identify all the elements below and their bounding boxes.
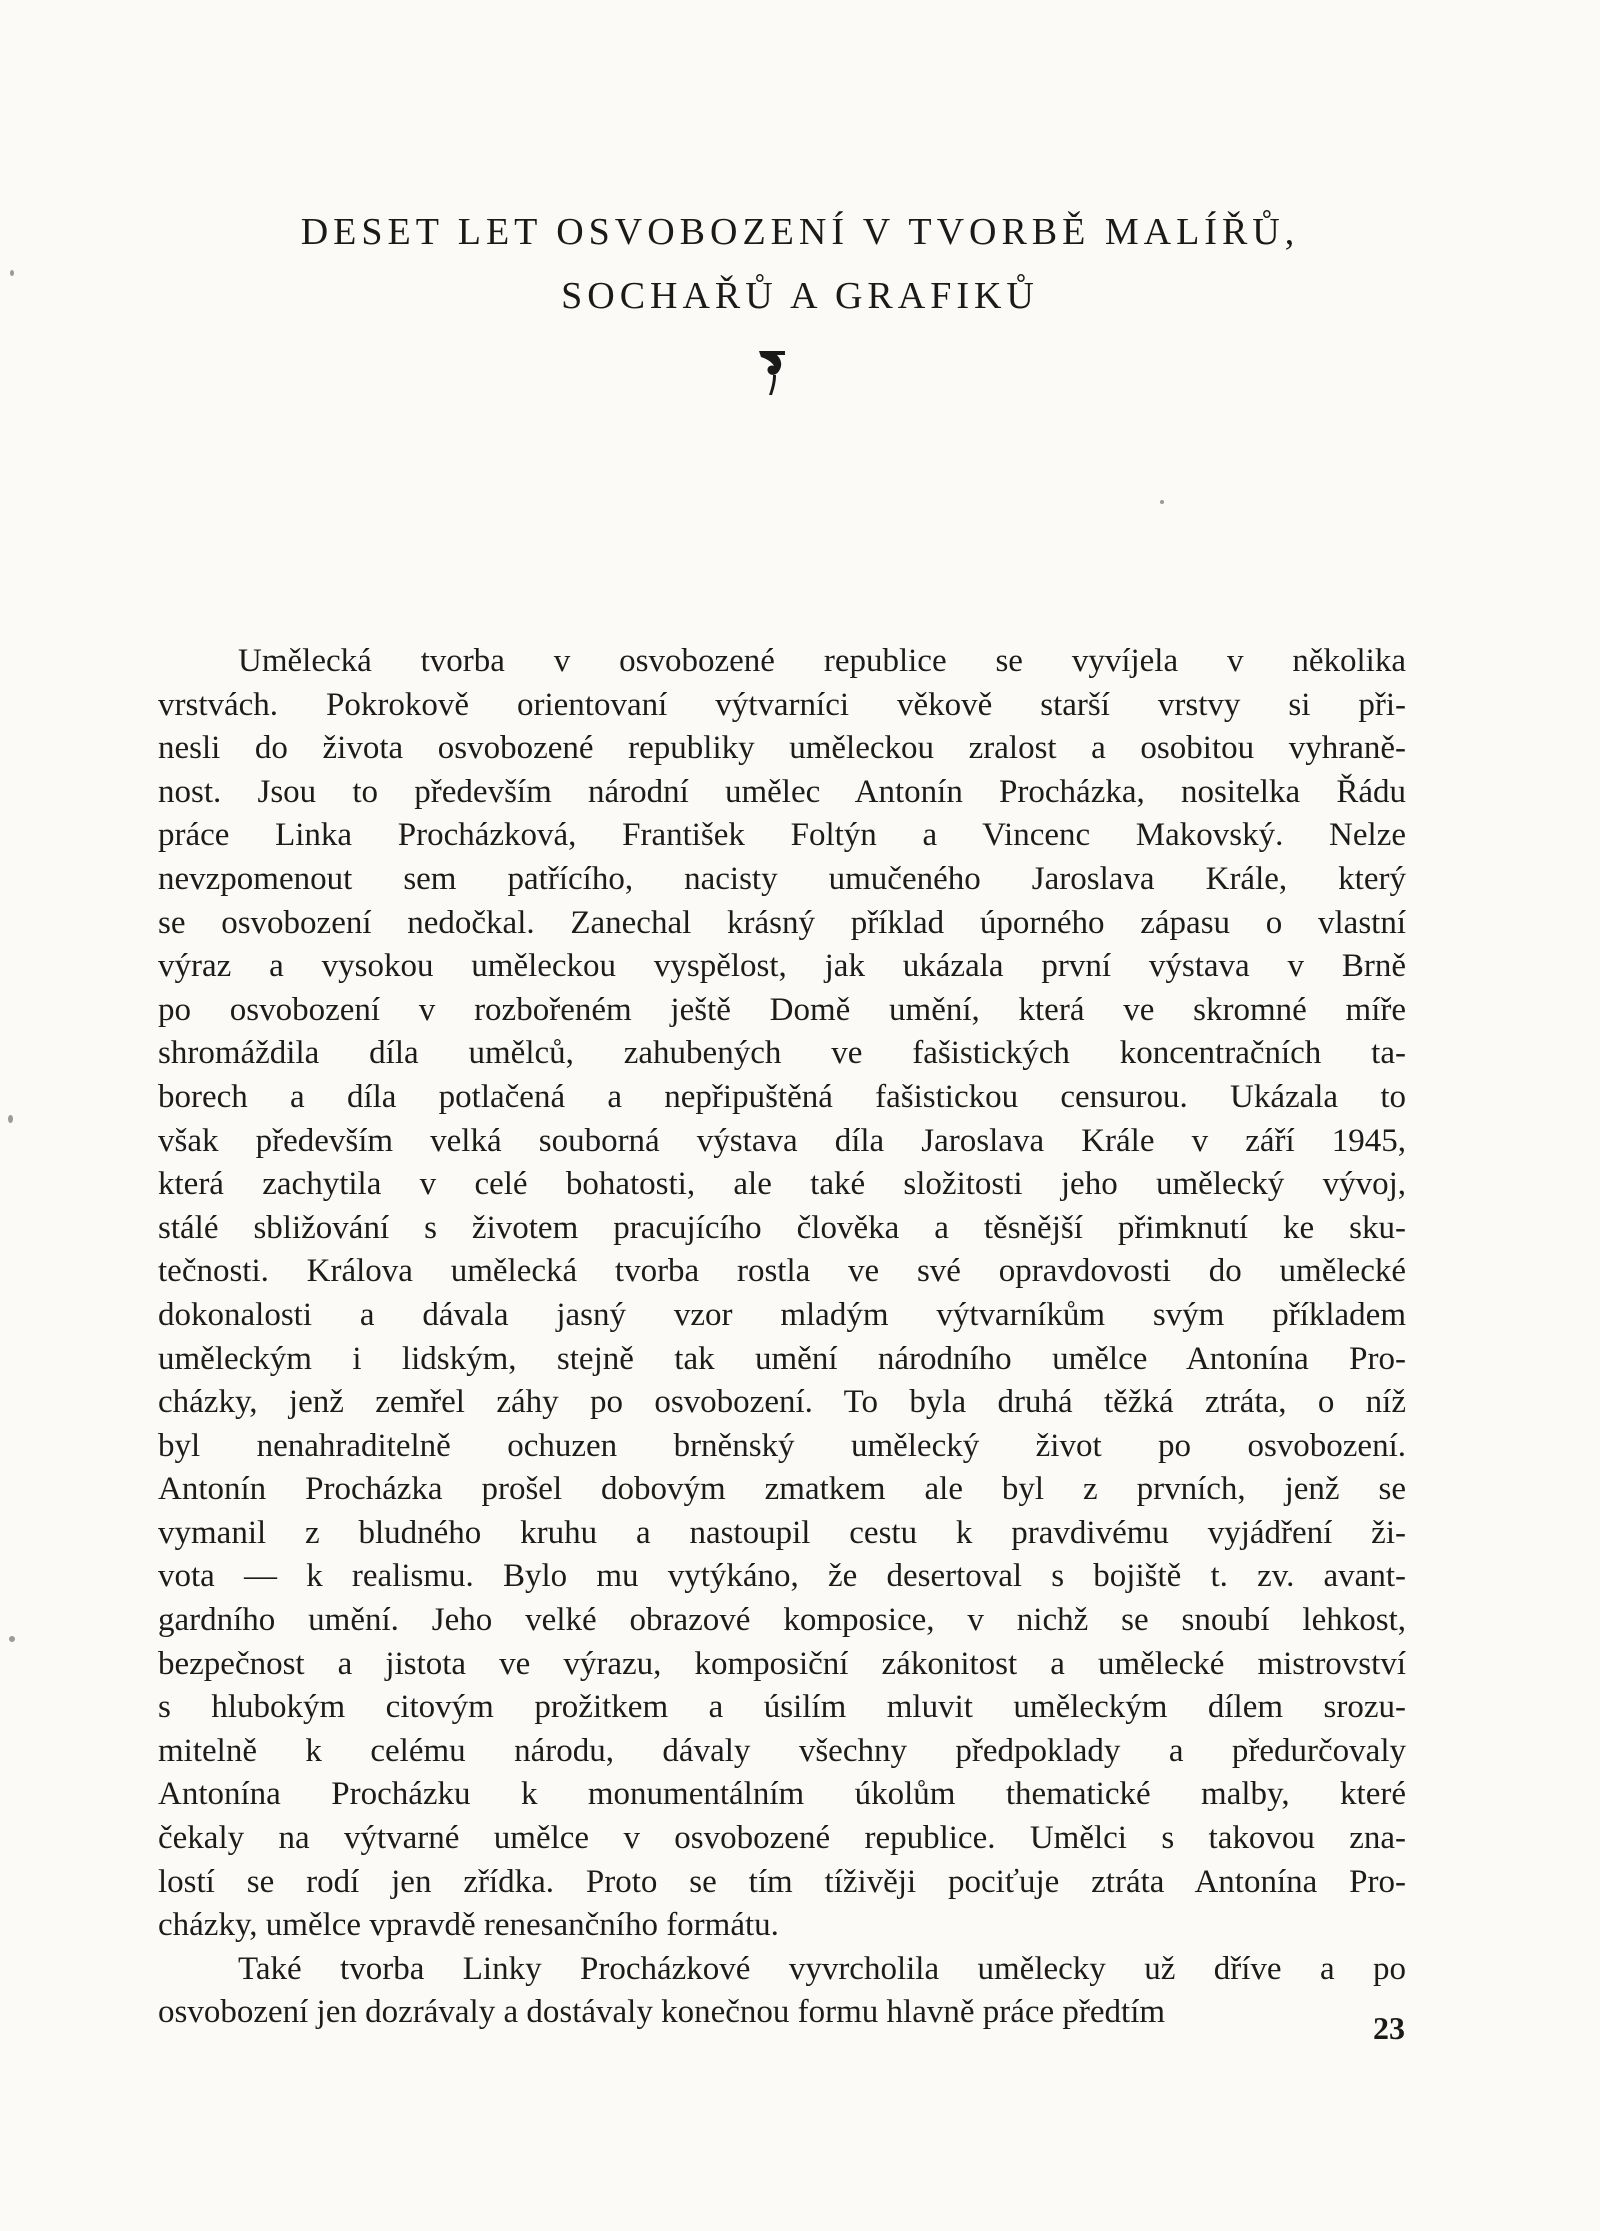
- text-line: po osvobození v rozbořeném ještě Domě umění, která ve skromné míře: [158, 991, 1406, 1028]
- text-line: Umělecká tvorba v osvobozené republice se vyvíjela v několika: [238, 643, 1406, 679]
- text-line: nesli do života osvobozené republiky uměleckou zralost a osobitou vyhraně-: [158, 730, 1406, 767]
- text-line: nevzpomenout sem patřícího, nacisty umučeného Jaroslava Krále, který: [158, 860, 1406, 897]
- text-line: tečnosti. Králova umělecká tvorba rostla ve své opravdovosti do umělecké: [158, 1253, 1406, 1290]
- text-line: vota — k realismu. Bylo mu vytýkáno, že desertoval s bojiště t. zv. avant-: [158, 1558, 1406, 1595]
- text-line: gardního umění. Jeho velké obrazové komposice, v nichž se snoubí lehkost,: [158, 1602, 1406, 1639]
- text-line: byl nenahraditelně ochuzen brněnský umělecký život po osvobození.: [158, 1427, 1406, 1464]
- text-line: cházky, umělce vpravdě renesančního formátu.: [158, 1907, 779, 1944]
- text-line: s hlubokým citovým prožitkem a úsilím mluvit uměleckým dílem srozu-: [158, 1689, 1406, 1726]
- text-line: výraz a vysokou uměleckou vyspělost, jak ukázala první výstava v Brně: [158, 948, 1406, 985]
- scan-speck: [10, 270, 14, 276]
- page-number: 23: [1373, 2010, 1405, 2046]
- text-line: Antonína Procházku k monumentálním úkolům thematické malby, které: [158, 1776, 1406, 1813]
- scan-speck: [1160, 500, 1164, 504]
- text-line: cházky, jenž zemřel záhy po osvobození. To byla druhá těžká ztráta, o níž: [158, 1384, 1406, 1421]
- text-line: čekaly na výtvarné umělce v osvobozené republice. Umělci s takovou zna-: [158, 1820, 1406, 1857]
- text-line: mitelně k celému národu, dávaly všechny předpoklady a předurčovaly: [158, 1732, 1406, 1769]
- chapter-title: [0, 200, 1600, 328]
- body-text: [158, 640, 1406, 2035]
- scan-speck: [9, 1636, 15, 1642]
- text-line: Také tvorba Linky Procházkové vyvrcholila umělecky už dříve a po: [238, 1950, 1406, 1987]
- text-line: vrstvách. Pokrokově orientovaní výtvarníci věkově starší vrstvy si při-: [158, 686, 1406, 723]
- text-line: borech a díla potlačená a nepřipuštěná fašistickou censurou. Ukázala to: [158, 1078, 1406, 1115]
- fleuron-ornament-icon: [755, 345, 791, 397]
- text-line: bezpečnost a jistota ve výrazu, komposiční zákonitost a umělecké mistrovství: [158, 1645, 1406, 1682]
- text-line: Antonín Procházka prošel dobovým zmatkem ale byl z prvních, jenž se: [158, 1471, 1406, 1508]
- text-line: která zachytila v celé bohatosti, ale také složitosti jeho umělecký vývoj,: [158, 1166, 1406, 1203]
- chapter-title-line-2: SOCHAŘŮ A GRAFIKŮ: [561, 275, 1039, 317]
- text-line: dokonalosti a dávala jasný vzor mladým výtvarníkům svým příkladem: [158, 1296, 1406, 1333]
- text-line: práce Linka Procházková, František Foltýn a Vincenc Makovský. Nelze: [158, 817, 1406, 854]
- text-line: osvobození jen dozrávaly a dostávaly konečnou formu hlavně práce předtím: [158, 1994, 1166, 2031]
- text-line: se osvobození nedočkal. Zanechal krásný příklad úporného zápasu o vlastní: [158, 904, 1406, 941]
- scan-speck: [8, 1115, 13, 1123]
- text-line: lostí se rodí jen zřídka. Proto se tím tíživěji pociťuje ztráta Antonína Pro-: [158, 1863, 1406, 1900]
- text-line: stálé sbližování s životem pracujícího člověka a těsnější přimknutí ke sku-: [158, 1209, 1406, 1246]
- text-line: uměleckým i lidským, stejně tak umění národního umělce Antonína Pro-: [158, 1340, 1406, 1377]
- text-line: vymanil z bludného kruhu a nastoupil cestu k pravdivému vyjádření ži-: [158, 1514, 1406, 1551]
- text-line: však především velká souborná výstava díla Jaroslava Krále v září 1945,: [158, 1122, 1406, 1159]
- text-line: nost. Jsou to především národní umělec Antonín Procházka, nositelka Řádu: [158, 773, 1406, 810]
- chapter-title-line-1: DESET LET OSVOBOZENÍ V TVORBĚ MALÍŘŮ,: [300, 211, 1300, 253]
- text-line: shromáždila díla umělců, zahubených ve fašistických koncentračních ta-: [158, 1035, 1406, 1072]
